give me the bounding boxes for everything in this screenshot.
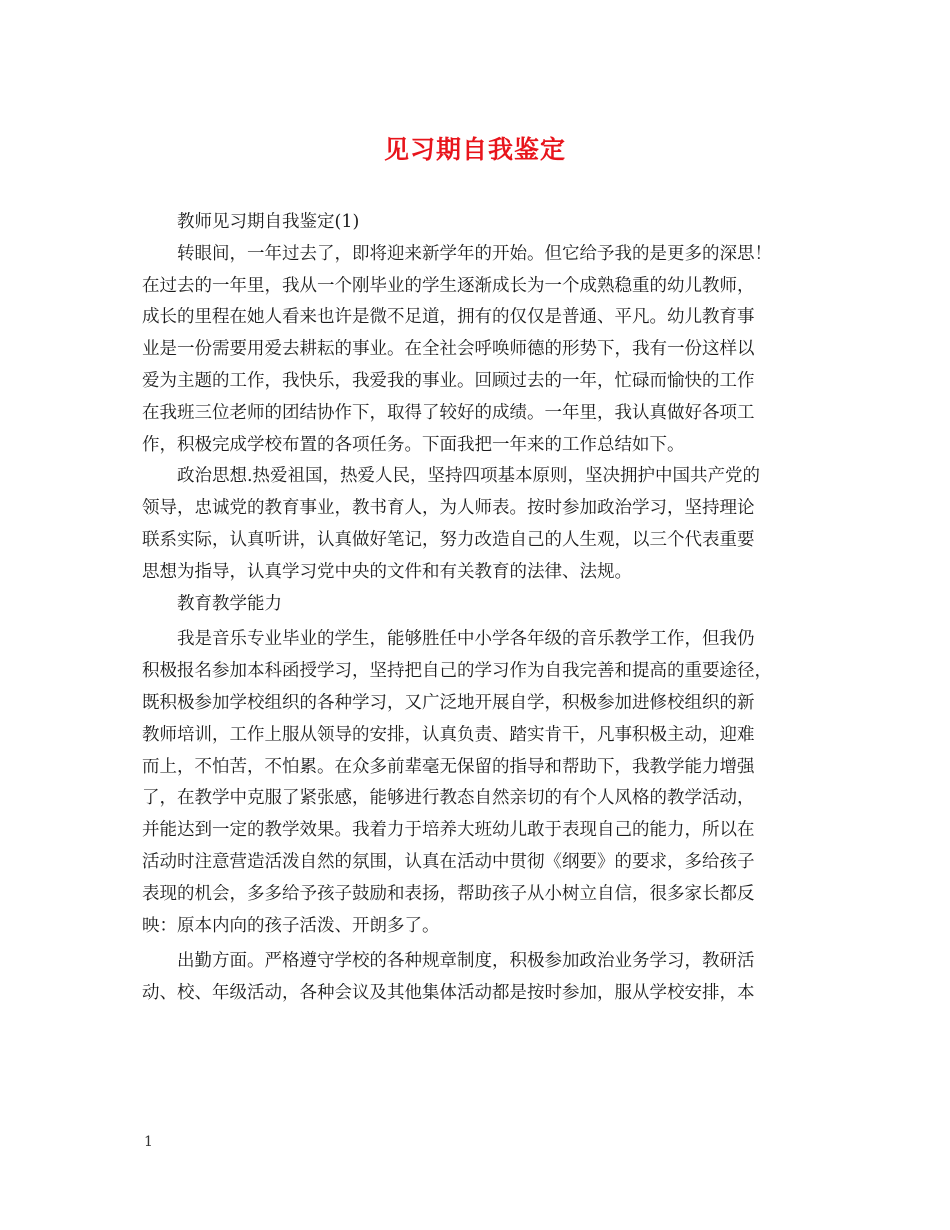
- paragraph-line: 联系实际，认真听讲，认真做好笔记，努力改造自己的人生观，以三个代表重要: [142, 529, 755, 550]
- paragraph-line: 政治思想.热爱祖国，热爱人民，坚持四项基本原则，坚决拥护中国共产党的: [177, 466, 761, 487]
- paragraph-line: 动、校、年级活动，各种会议及其他集体活动都是按时参加，服从学校安排，本: [142, 983, 755, 1004]
- section-heading: 教育教学能力: [177, 593, 282, 614]
- paragraph-line: 活动时注意营造活泼自然的氛围，认真在活动中贯彻《纲要》的要求，多给孩子: [142, 851, 755, 872]
- document-body: [142, 207, 814, 1010]
- paragraph-line: 表现的机会，多多给予孩子鼓励和表扬，帮助孩子从小树立自信，很多家长都反: [142, 883, 755, 904]
- paragraph-line: 并能达到一定的教学效果。我着力于培养大班幼儿敢于表现自己的能力，所以在: [142, 820, 755, 841]
- paragraph-line: 领导，忠诚党的教育事业，教书育人，为人师表。按时参加政治学习，坚持理论: [142, 498, 755, 519]
- paragraph-line: 爱为主题的工作，我快乐，我爱我的事业。回顾过去的一年，忙碌而愉快的工作: [142, 370, 755, 391]
- paragraph-line: 转眼间，一年过去了，即将迎来新学年的开始。但它给予我的是更多的深思！: [177, 243, 772, 264]
- paragraph-line: 业是一份需要用爱去耕耘的事业。在全社会呼唤师德的形势下，我有一份这样以: [142, 339, 755, 360]
- paragraph-line: 成长的里程在她人看来也许是微不足道，拥有的仅仅是普通、平凡。幼儿教育事: [142, 307, 755, 328]
- paragraph-line: 我是音乐专业毕业的学生，能够胜任中小学各年级的音乐教学工作，但我仍: [177, 629, 755, 650]
- paragraph-line: 教师培训，工作上服从领导的安排，认真负责、踏实肯干，凡事积极主动，迎难: [142, 724, 755, 745]
- paragraph-line: 作，积极完成学校布置的各项任务。下面我把一年来的工作总结如下。: [142, 434, 685, 455]
- paragraph-line: 在过去的一年里，我从一个刚毕业的学生逐渐成长为一个成熟稳重的幼儿教师，: [142, 275, 755, 296]
- paragraph-line: 在我班三位老师的团结协作下，取得了较好的成绩。一年里，我认真做好各项工: [142, 402, 755, 423]
- document-title: 见习期自我鉴定: [383, 135, 566, 164]
- paragraph-line: 映：原本内向的孩子活泼、开朗多了。: [142, 915, 440, 936]
- paragraph-line: 既积极参加学校组织的各种学习，又广泛地开展自学，积极参加进修校组织的新: [142, 692, 755, 713]
- paragraph-line: 出勤方面。严格遵守学校的各种规章制度，积极参加政治业务学习，教研活: [177, 951, 755, 972]
- paragraph-line: 而上，不怕苦，不怕累。在众多前辈毫无保留的指导和帮助下，我教学能力增强: [142, 756, 755, 777]
- paragraph-line: 了，在教学中克服了紧张感，能够进行教态自然亲切的有个人风格的教学活动，: [142, 788, 755, 809]
- paragraph-line: 积极报名参加本科函授学习，坚持把自己的学习作为自我完善和提高的重要途径，: [142, 661, 772, 682]
- section-heading: 教师见习期自我鉴定(1): [177, 212, 360, 232]
- paragraph-line: 思想为指导，认真学习党中央的文件和有关教育的法律、法规。: [142, 561, 632, 582]
- page-number: 1: [144, 1134, 153, 1150]
